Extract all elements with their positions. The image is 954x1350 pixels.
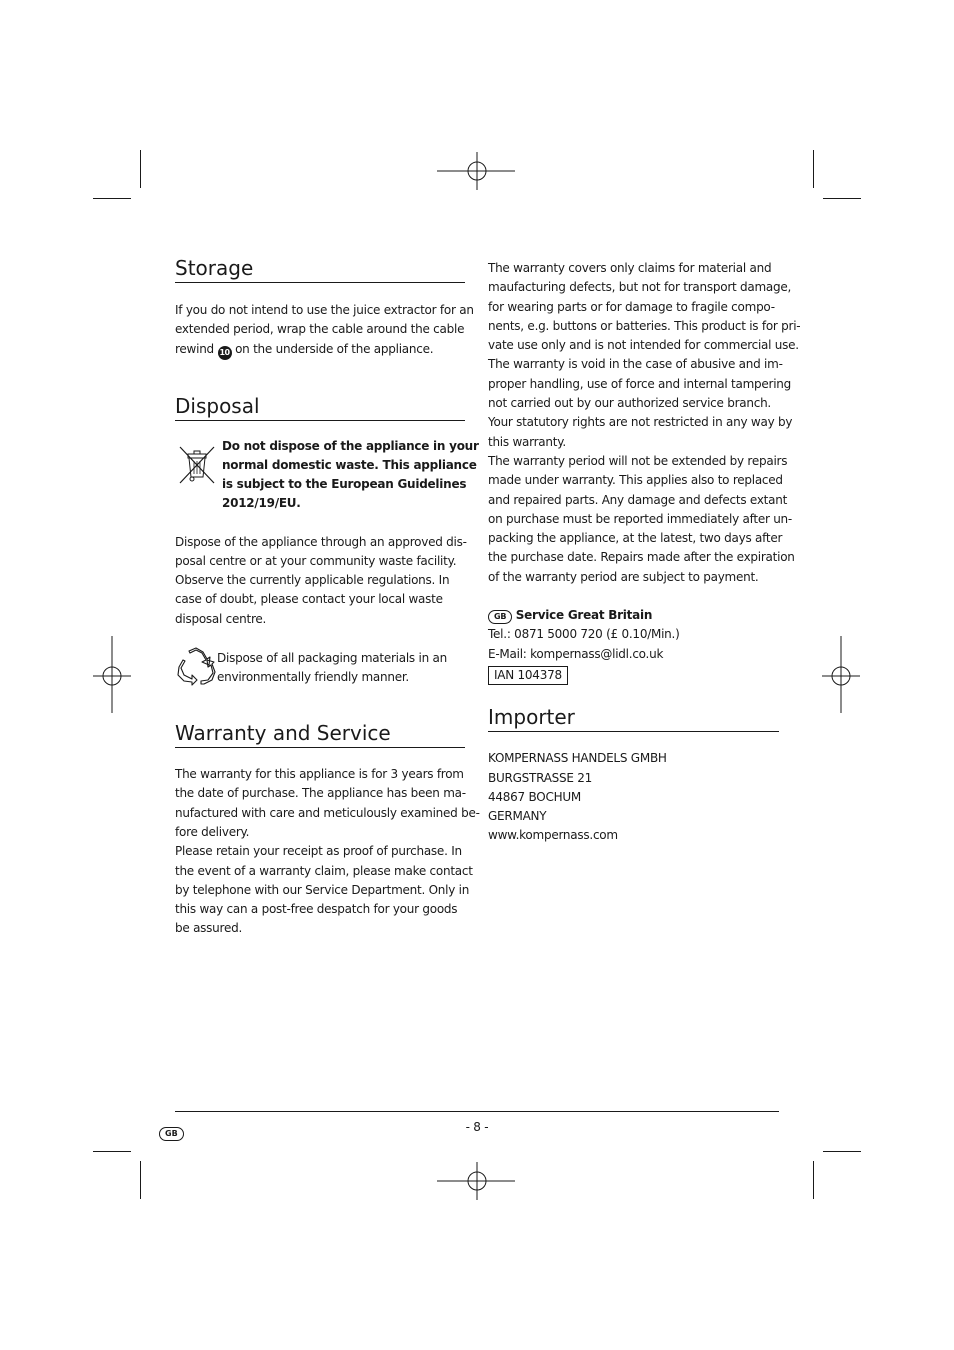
- text-line: normal domestic waste. This appliance: [222, 457, 477, 472]
- service-title-line: [488, 606, 779, 625]
- footer-rule: [175, 1111, 779, 1112]
- text-line: Do not dispose of the appliance in your: [222, 438, 479, 453]
- crop-mark: [813, 150, 814, 188]
- text-line: case of doubt, please contact your local waste: [175, 592, 443, 607]
- importer-address: [488, 749, 779, 845]
- text-line: GERMANY: [488, 809, 547, 824]
- text-line: disposal centre.: [175, 611, 267, 626]
- service-block: [488, 606, 779, 685]
- disposal-warning: [175, 437, 479, 515]
- text-line: the purchase date. Repairs made after the expiration: [488, 550, 795, 565]
- text-line: for wearing parts or for damage to fragile compo-: [488, 299, 775, 314]
- part-number-badge: 10: [218, 346, 232, 360]
- crossed-bin-icon: [178, 445, 216, 485]
- crop-mark: [140, 1161, 141, 1199]
- text-line: [175, 340, 465, 360]
- text-line: The warranty period will not be extended by repairs: [488, 453, 788, 468]
- registration-mark-right: [822, 636, 862, 714]
- warranty-left-text: [175, 765, 480, 939]
- crop-mark: [140, 150, 141, 188]
- disposal-heading: Disposal: [175, 393, 465, 421]
- service-tel: Tel.: 0871 5000 720 (£ 0.10/Min.): [488, 627, 680, 642]
- text-line: posal centre or at your community waste facility.: [175, 553, 457, 568]
- text-line: packing the appliance, at the latest, two days after: [488, 531, 783, 546]
- text-line: Dispose of the appliance through an approved dis-: [175, 534, 467, 549]
- text-line: The warranty is void in the case of abusive and im-: [488, 357, 783, 372]
- text-line: on purchase must be reported immediately after un-: [488, 511, 792, 526]
- ian-line: [488, 666, 779, 685]
- crop-mark: [93, 1151, 131, 1152]
- storage-heading: Storage: [175, 255, 465, 283]
- recycle-icon: [176, 647, 216, 687]
- text-line: fore delivery.: [175, 824, 250, 839]
- disposal-body: [175, 533, 465, 629]
- left-column: [175, 255, 480, 939]
- text-line: BURGSTRASSE 21: [488, 770, 593, 785]
- text-line: extended period, wrap the cable around the cable: [175, 322, 465, 337]
- disposal-warning-text: [222, 437, 479, 514]
- importer-heading: Importer: [488, 704, 779, 732]
- text-line: vate use only and is not intended for commercial use.: [488, 338, 799, 353]
- text-line: The warranty for this appliance is for 3 years from: [175, 767, 464, 782]
- text-line: nents, e.g. buttons or batteries. This product is for pri-: [488, 318, 801, 333]
- text-line: this way can a post-free despatch for your goods: [175, 902, 458, 917]
- text-line: be assured.: [175, 921, 243, 936]
- text-line: nufactured with care and meticulously examined be-: [175, 805, 480, 820]
- text-line: and repaired parts. Any damage and defects extant: [488, 492, 788, 507]
- text-line: made under warranty. This applies also to replaced: [488, 473, 783, 488]
- text-line: Please retain your receipt as proof of purchase. In: [175, 844, 462, 859]
- service-email: E-Mail: kompernass@lidl.co.uk: [488, 646, 664, 661]
- text-line: the date of purchase. The appliance has been ma-: [175, 786, 466, 801]
- registration-mark-top: [437, 152, 517, 192]
- text-line: Dispose of all packaging materials in an: [217, 651, 447, 666]
- text-line: proper handling, use of force and internal tampering: [488, 376, 792, 391]
- text-line: environmentally friendly manner.: [217, 670, 409, 685]
- text-line: 2012/19/EU.: [222, 496, 301, 511]
- text-line: The warranty covers only claims for material and: [488, 261, 772, 275]
- packaging-text: [217, 649, 447, 688]
- country-badge: GB: [488, 610, 512, 624]
- text-fragment: on the underside of the appliance.: [235, 341, 434, 356]
- text-line: 44867 BOCHUM: [488, 789, 581, 804]
- text-line: not carried out by our authorized service branch.: [488, 396, 771, 411]
- text-line: KOMPERNASS HANDELS GMBH: [488, 751, 667, 766]
- warranty-right-text: [488, 259, 801, 587]
- registration-mark-bottom: [437, 1162, 517, 1200]
- crop-mark: [823, 198, 861, 199]
- country-badge: GB: [159, 1127, 184, 1141]
- text-line: is subject to the European Guidelines: [222, 477, 467, 492]
- text-line: Observe the currently applicable regulations. In: [175, 573, 450, 588]
- text-line: by telephone with our Service Department. Only in: [175, 882, 470, 897]
- page-number: - 8 -: [465, 1120, 489, 1134]
- text-line: If you do not intend to use the juice extractor for an: [175, 303, 474, 317]
- text-line: Your statutory rights are not restricted in any way by: [488, 415, 793, 430]
- text-line: maufacturing defects, but not for transport damage,: [488, 280, 792, 295]
- packaging-note: [175, 649, 465, 691]
- text-line: the event of a warranty claim, please make contact: [175, 863, 473, 878]
- crop-mark: [93, 198, 131, 199]
- text-line: www.kompernass.com: [488, 828, 618, 843]
- text-fragment: rewind: [175, 341, 214, 356]
- text-line: of the warranty period are subject to payment.: [488, 569, 759, 584]
- storage-text: [175, 301, 474, 360]
- registration-mark-left: [93, 636, 133, 714]
- text-line: this warranty.: [488, 434, 566, 449]
- right-column: [488, 255, 801, 846]
- crop-mark: [823, 1151, 861, 1152]
- ian-box: IAN 104378: [488, 666, 568, 685]
- warranty-heading: Warranty and Service: [175, 720, 465, 748]
- crop-mark: [813, 1161, 814, 1199]
- service-title: Service Great Britain: [515, 608, 653, 623]
- footer-country: [159, 1121, 184, 1141]
